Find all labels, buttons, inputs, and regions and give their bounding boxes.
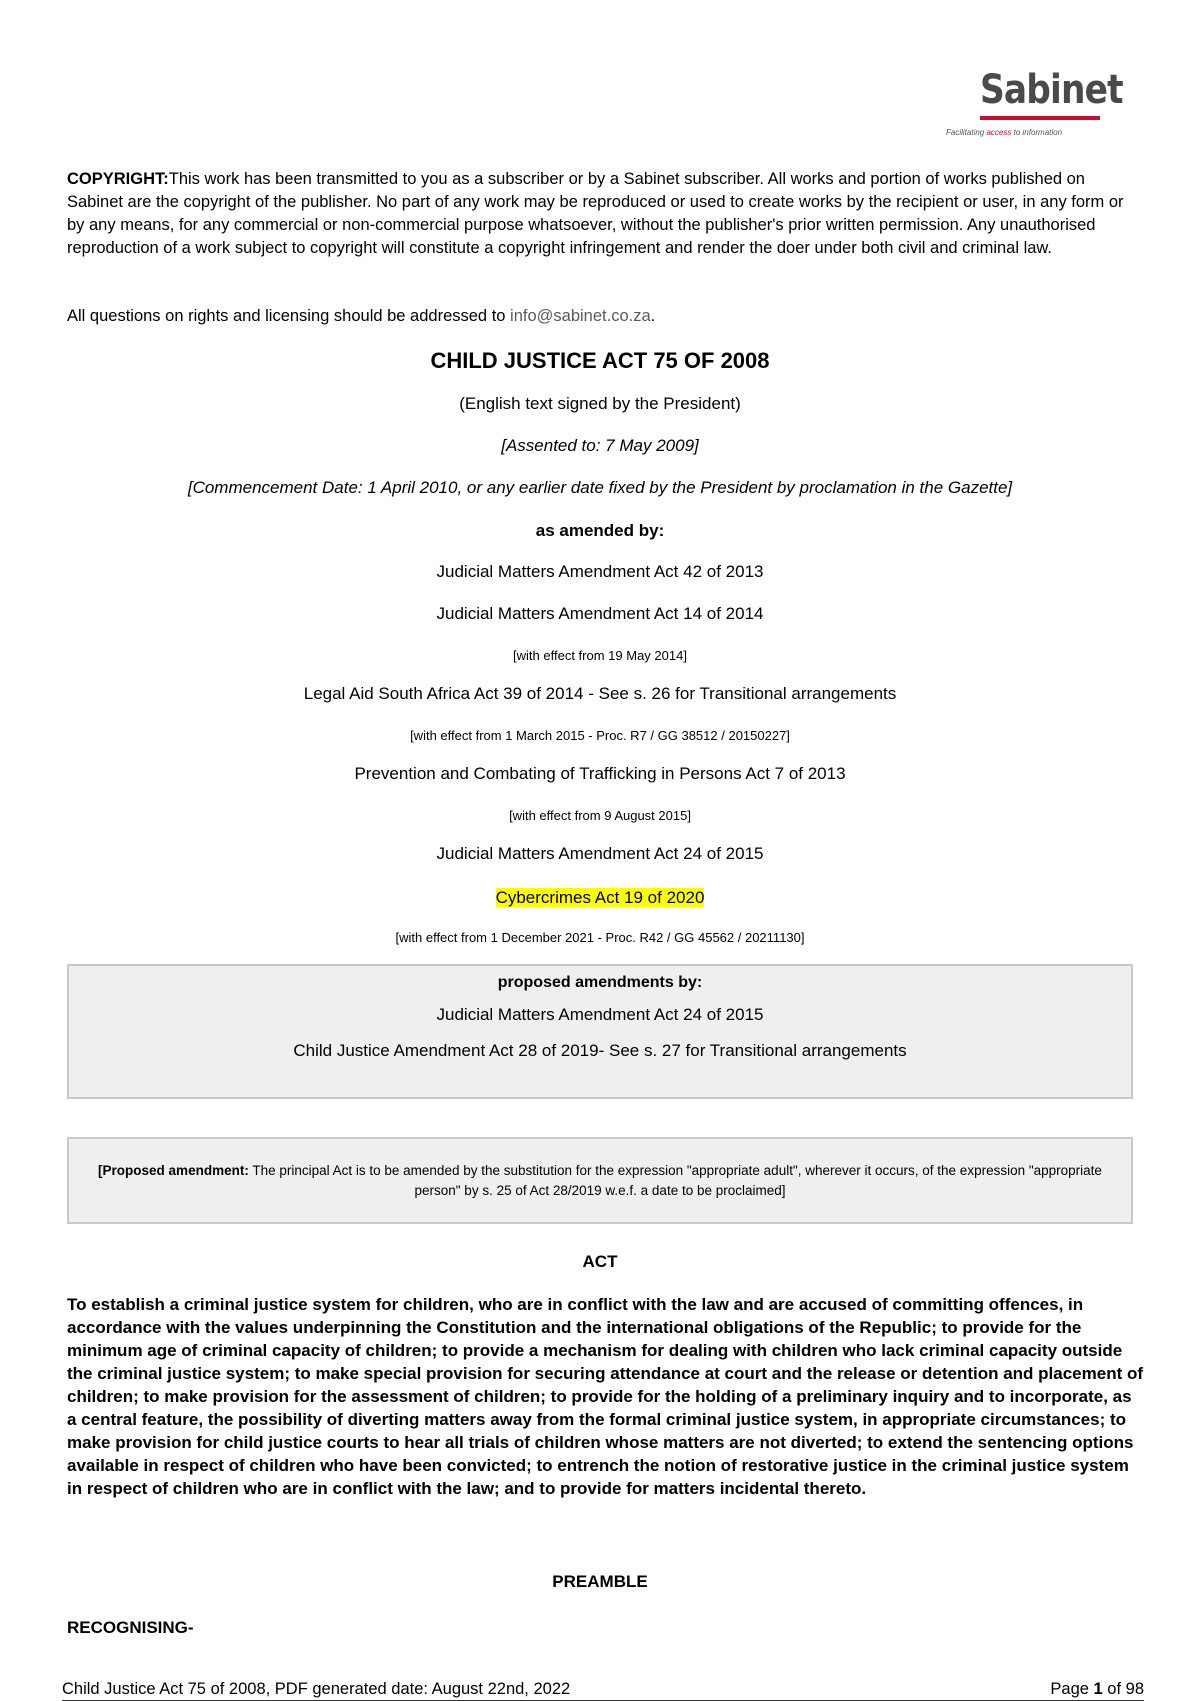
act-heading: ACT: [582, 1252, 618, 1271]
preamble-heading: PREAMBLE: [552, 1572, 648, 1591]
amendment-entry: Legal Aid South Africa Act 39 of 2014 - See s. 26 for Transitional arrangements: [303, 684, 897, 703]
amendment-entry-highlighted: Cybercrimes Act 19 of 2020: [495, 888, 705, 907]
act-title: CHILD JUSTICE ACT 75 OF 2008: [430, 348, 770, 373]
logo-wordmark: Sabinet: [980, 67, 1123, 113]
proposed-entry: Child Justice Amendment Act 28 of 2019- See s. 27 for Transitional arrangements: [293, 1041, 907, 1060]
amendment-effect-note: [with effect from 1 March 2015 - Proc. R7 / GG 38512 / 20150227]: [410, 728, 790, 743]
proposed-heading: proposed amendments by:: [497, 974, 703, 991]
amendment-effect-note: [with effect from 19 May 2014]: [513, 648, 687, 663]
page-number: Page 1 of 98: [1050, 1680, 1144, 1698]
sabinet-logo: [946, 67, 1123, 140]
assented-date: [Assented to: 7 May 2009]: [501, 436, 699, 455]
amendment-effect-note: [with effect from 9 August 2015]: [509, 808, 691, 823]
amendment-entry: Prevention and Combating of Trafficking in Persons Act 7 of 2013: [354, 764, 846, 783]
commencement-date: [Commencement Date: 1 April 2010, or any earlier date fixed by the President by proclamation in the Gazette]: [187, 478, 1013, 497]
licensing-questions: All questions on rights and licensing should be addressed to info@sabinet.co.za.: [67, 307, 656, 325]
recognising-heading: RECOGNISING-: [67, 1618, 194, 1637]
signed-note: (English text signed by the President): [459, 394, 741, 413]
amended-by-heading: as amended by:: [535, 521, 665, 540]
logo-underline: [980, 116, 1100, 120]
proposed-amendments-box: [67, 964, 1133, 1099]
copyright-label: COPYRIGHT:: [67, 170, 169, 188]
email-link[interactable]: info@sabinet.co.za: [510, 307, 651, 325]
amendment-effect-note: [with effect from 1 December 2021 - Proc. R42 / GG 45562 / 20211130]: [395, 930, 805, 945]
proposed-entry: Judicial Matters Amendment Act 24 of 2015: [436, 1005, 764, 1024]
proposed-amendment-note: [Proposed amendment: The principal Act is to be amended by the substitution for the expression "appropriate adult", wherever it occurs, of the expression "appropriate person" by s. 25 of Act 28/2019 w.e.f. a date to be proclaimed]: [98, 1163, 1102, 1198]
copyright-notice: [67, 168, 1143, 260]
logo-tagline: Facilitating access to information: [946, 128, 1063, 137]
proposed-amendment-note-box: [67, 1137, 1133, 1224]
copyright-text: This work has been transmitted to you as a subscriber or by a Sabinet subscriber. All works and portion of works published on Sabinet are the copyright of the publisher. No part of any work may be reproduced or used to create works by the recipient or user, in any form or by any means, for any commercial or non-commercial purpose whatsoever, without the publisher's prior written permission. Any unauthorised reproduction of a work subject to copyright will constitute a copyright infringement and render the doer under both civil and criminal law.: [67, 170, 1124, 257]
amendment-entry: Judicial Matters Amendment Act 24 of 2015: [436, 844, 764, 863]
amendment-entry: Judicial Matters Amendment Act 42 of 2013: [436, 562, 764, 581]
amendment-entry: Judicial Matters Amendment Act 14 of 2014: [436, 604, 764, 623]
long-title: To establish a criminal justice system for children, who are in conflict with the law and are accused of committing offences, in accordance with the values underpinning the Constitution and the international obligations of the Republic; to provide for the minimum age of criminal capacity of children; to provide a mechanism for dealing with children who lack criminal capacity outside the criminal justice system; to make special provision for securing attendance at court and the release or detention and placement of children; to make provision for the assessment of children; to provide for the holding of a preliminary inquiry and to incorporate, as a central feature, the possibility of diverting matters away from the formal criminal justice system, in appropriate circumstances; to make provision for child justice courts to hear all trials of children whose matters are not diverted; to extend the sentencing options available in respect of children who have been convicted; to entrench the notion of restorative justice in the criminal justice system in respect of children who are in conflict with the law; and to provide for matters incidental thereto.: [67, 1295, 1144, 1498]
footer-document-info: Child Justice Act 75 of 2008, PDF generated date: August 22nd, 2022: [62, 1680, 571, 1698]
